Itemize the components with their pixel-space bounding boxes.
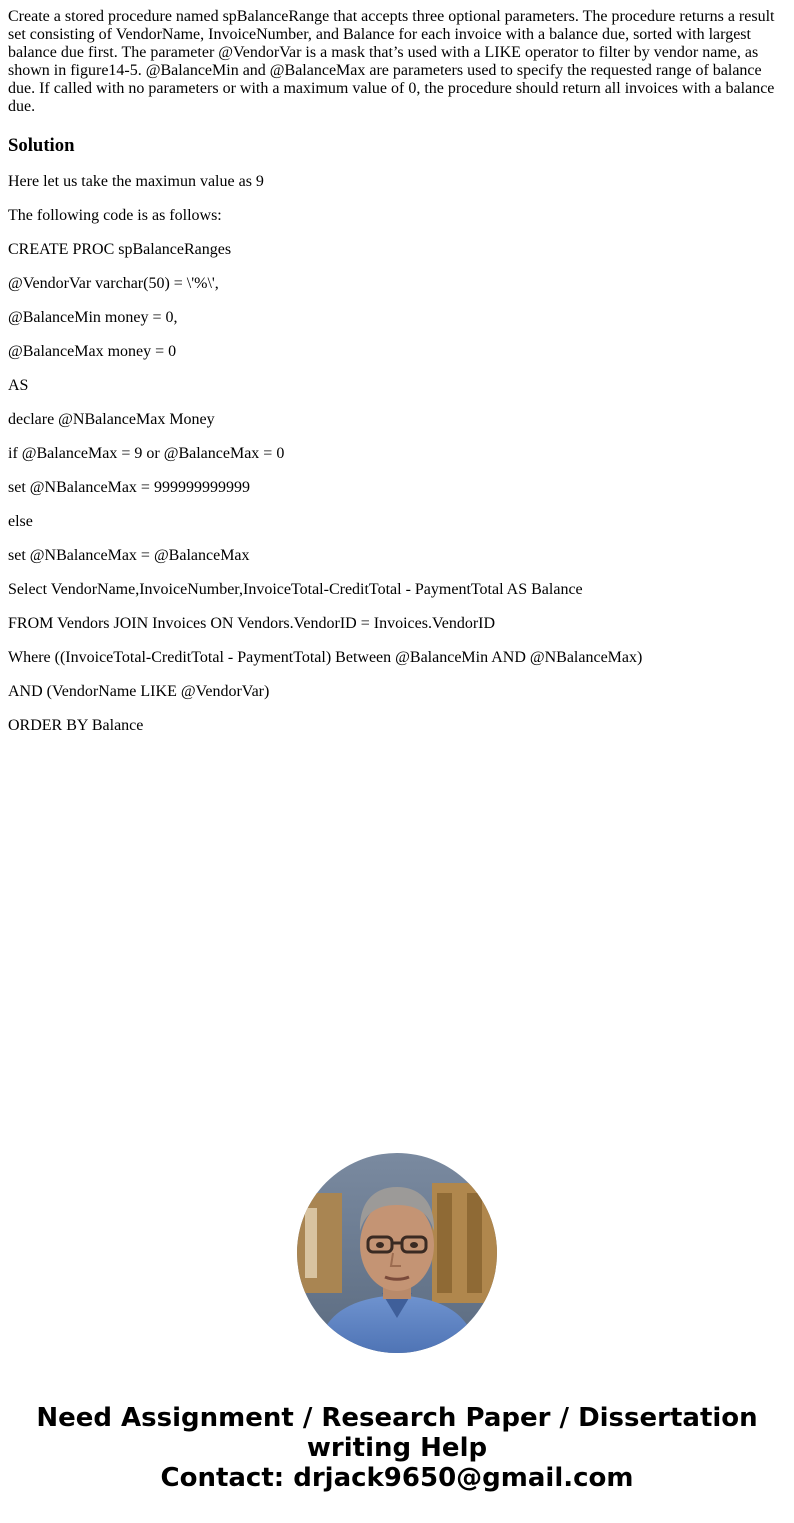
solution-line: declare @NBalanceMax Money — [8, 411, 215, 428]
solution-line: Select VendorName,InvoiceNumber,InvoiceTotal-CreditTotal - PaymentTotal AS Balance — [8, 581, 583, 598]
solution-line: FROM Vendors JOIN Invoices ON Vendors.VendorID = Invoices.VendorID — [8, 615, 496, 632]
footer-banner — [0, 1403, 794, 1493]
solution-line: @BalanceMax money = 0 — [8, 343, 177, 360]
solution-line: AND (VendorName LIKE @VendorVar) — [8, 683, 270, 700]
solution-line: Here let us take the maximun value as 9 — [8, 173, 264, 190]
solution-line: The following code is as follows: — [8, 207, 222, 224]
solution-line: else — [8, 513, 33, 530]
footer-contact: Contact: drjack9650@gmail.com — [160, 1463, 634, 1493]
solution-code — [8, 173, 786, 735]
solution-line: @BalanceMin money = 0, — [8, 309, 178, 326]
solution-line: CREATE PROC spBalanceRanges — [8, 241, 232, 258]
question-text: Create a stored procedure named spBalanceRange that accepts three optional parameters. The procedure returns a result set consisting of VendorName, InvoiceNumber, and Balance for each invoice with a balance due, sorted with largest balance due first. The parameter @VendorVar is a mask that’s used with a LIKE operator to filter by vendor name, as shown in figure14-5. @BalanceMin and @BalanceMax are parameters used to specify the requested range of balance due. If called with no parameters or with a maximum value of 0, the procedure should return all invoices with a balance due. — [8, 8, 775, 115]
solution-line: AS — [8, 377, 29, 394]
solution-line: Where ((InvoiceTotal-CreditTotal - PaymentTotal) Between @BalanceMin AND @NBalanceMax) — [8, 649, 643, 666]
solution-heading: Solution — [8, 135, 75, 156]
solution-line: @VendorVar varchar(50) = \'%\', — [8, 275, 219, 292]
solution-line: ORDER BY Balance — [8, 717, 144, 734]
footer-line: Need Assignment / Research Paper / Dissertation — [36, 1403, 758, 1433]
author-photo — [297, 1153, 497, 1353]
solution-line: set @NBalanceMax = @BalanceMax — [8, 547, 250, 564]
solution-line: set @NBalanceMax = 999999999999 — [8, 479, 250, 496]
portrait-image — [297, 1153, 497, 1353]
solution-line: if @BalanceMax = 9 or @BalanceMax = 0 — [8, 445, 285, 462]
footer-line: writing Help — [306, 1433, 488, 1463]
document-body — [8, 8, 786, 751]
